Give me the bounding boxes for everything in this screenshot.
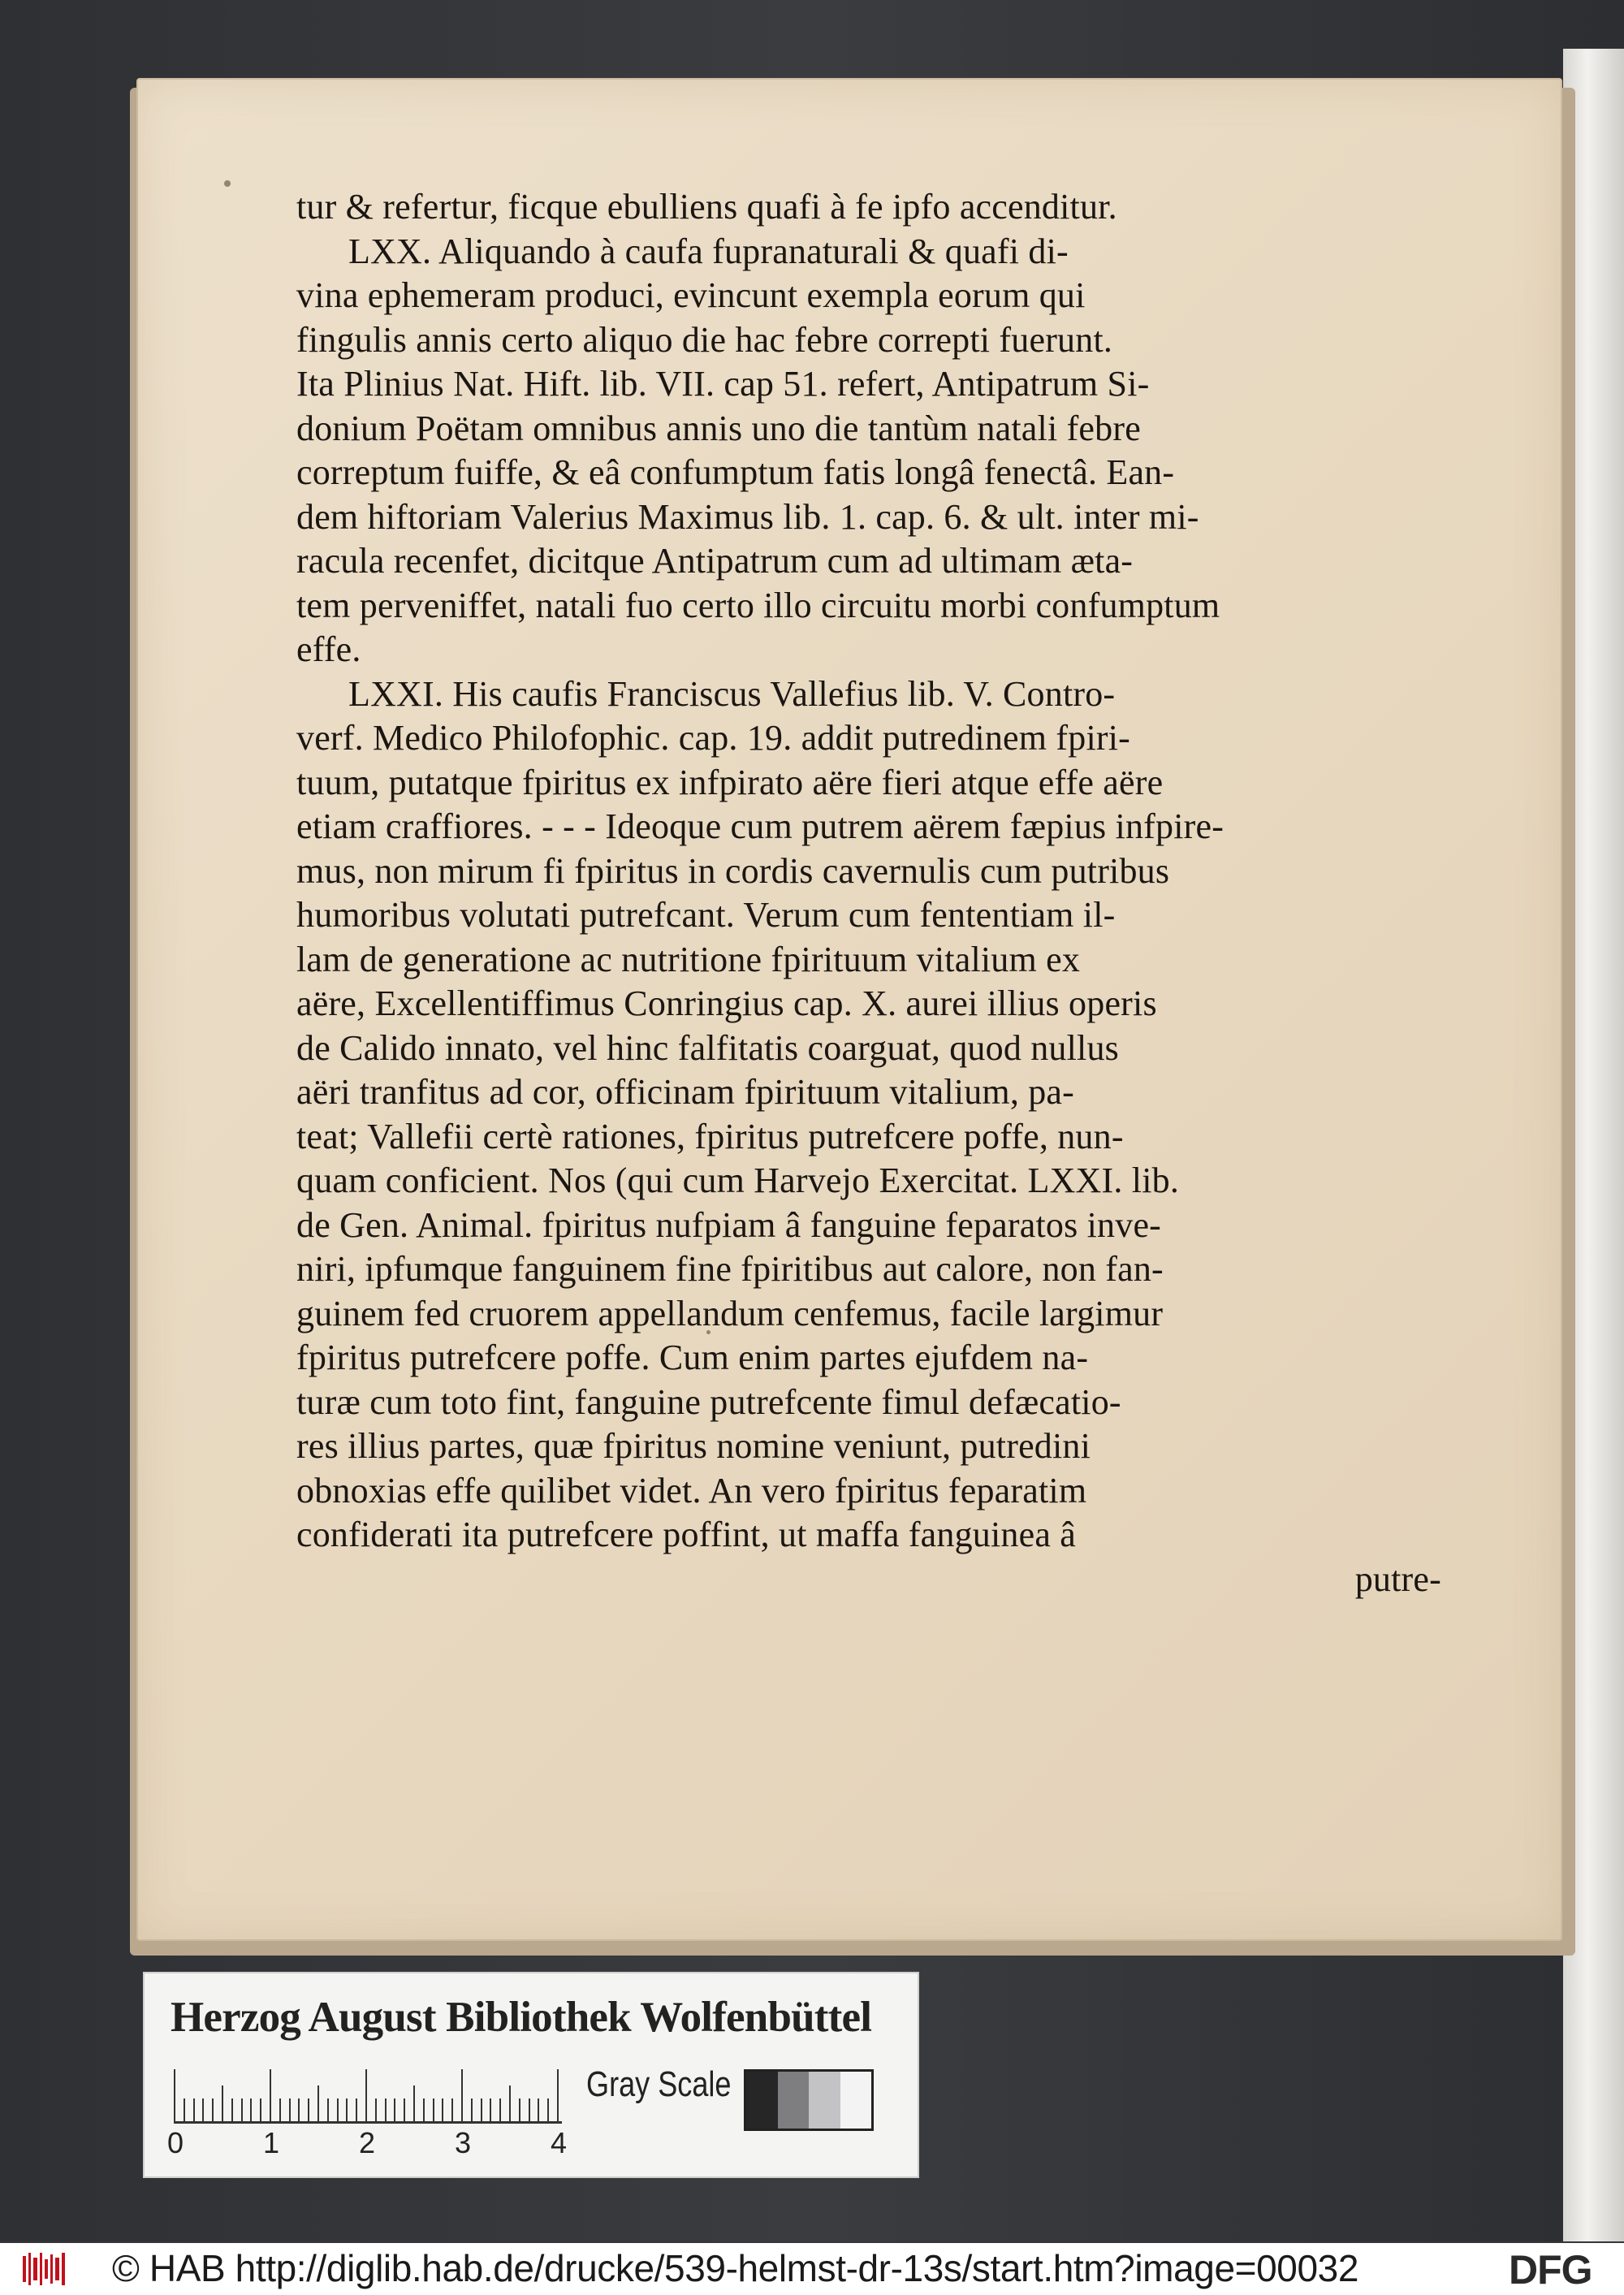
ruler-tick [404,2098,405,2121]
text-line: guinem fed cruorem appellandum cenfemus, facile largimur [296,1293,1164,1333]
ruler-label-2: 2 [359,2126,376,2159]
text-line: fpiritus putrefcere poffe. Cum enim partes ejufdem na- [296,1338,1089,1377]
ruler-tick [270,2069,271,2121]
ruler-tick [413,2085,415,2121]
page-text [296,185,1441,1601]
text-line: de Calido innato, vel hinc falfitatis coarguat, quod nullus [296,1027,1119,1068]
text-line: correptum fuiffe, & eâ confumptum fatis longâ fenectâ. Ean- [296,452,1175,492]
ruler-tick [356,2098,357,2121]
ruler-tick [490,2098,491,2121]
text-line: racula recenfet, dicitque Antipatrum cum ad ultimam æta- [296,541,1134,581]
library-name: Herzog August Bibliothek Wolfenbüttel [171,1994,872,2041]
ruler-tick [385,2098,387,2121]
text-line: tuum, putatque fpiritus ex infpirato aëre fieri atque effe aëre [296,762,1164,802]
text-line: tem perveniffet, natali fuo certo illo circuitu morbi confumptum [296,585,1220,625]
text-line: lam de generatione ac nutritione fpirituum vitalium ex [296,939,1081,979]
text-line: effe. [296,629,361,669]
ruler-baseline [174,2121,562,2124]
ruler-tick [308,2098,309,2121]
ruler-tick [481,2098,482,2121]
ruler-tick [184,2098,185,2121]
text-line: etiam craffiores. - - - Ideoque cum putrem aërem fæpius infpire- [296,806,1224,846]
text-line: dem hiftoriam Valerius Maximus lib. 1. cap. 6. & ult. inter mi- [296,496,1199,537]
text-line: tur & refertur, ficque ebulliens quafi à fe ipfo accenditur. [296,187,1117,227]
gray-scale-label: Gray Scale [586,2064,732,2104]
ruler-tick [231,2098,233,2121]
text-line: LXX. Aliquando à caufa fupranaturali & quafi di- [348,231,1069,271]
ruler-tick [298,2098,300,2121]
ruler-tick [279,2098,281,2121]
hab-barcode-icon [21,2251,68,2287]
ruler-label-1: 1 [263,2126,280,2159]
ruler-tick [538,2098,539,2121]
text-line: humoribus volutati putrefcant. Verum cum fententiam il- [296,895,1116,935]
ruler-tick [547,2098,549,2121]
ruler-label-3: 3 [455,2126,472,2159]
ruler-tick [451,2098,453,2121]
gray-swatch-black [746,2072,778,2129]
text-line: fingulis annis certo aliquo die hac febre correpti fuerunt. [296,319,1113,360]
gray-swatch-white [840,2072,872,2129]
text-line: res illius partes, quæ fpiritus nomine veniunt, putredini [296,1426,1091,1466]
ruler-tick [260,2098,261,2121]
ruler-tick [193,2098,195,2121]
text-line: teat; Vallefii certè rationes, fpiritus putrefcere poffe, nun- [296,1116,1124,1156]
ruler-tick [174,2069,175,2121]
dfg-logo: DFG [1509,2247,1592,2293]
ruler-tick [289,2098,291,2121]
gray-swatch-light [809,2072,840,2129]
ruler-tick [509,2085,511,2121]
ruler-tick [499,2098,501,2121]
citation-link[interactable]: © HAB http://diglib.hab.de/drucke/539-helmst-dr-13s/start.htm?image=00032 [112,2247,1359,2289]
ruler-tick [337,2098,339,2121]
text-line: aëre, Excellentiffimus Conringius cap. X. aurei illius operis [296,983,1157,1023]
ruler-tick [433,2098,434,2121]
text-line: mus, non mirum fi fpiritus in cordis cavernulis cum putribus [296,850,1170,891]
ruler-tick [202,2098,204,2121]
ruler-tick [519,2098,520,2121]
ruler-tick [394,2098,395,2121]
ruler-tick [557,2069,559,2121]
gray-swatch-dark [778,2072,810,2129]
ruler-label-0: 0 [167,2126,184,2159]
ruler-tick [375,2098,377,2121]
text-line: vina ephemeram produci, evincunt exempla eorum qui [296,275,1086,315]
text-line: niri, ipfumque fanguinem fine fpiritibus aut calore, non fan- [296,1249,1164,1289]
ruler-tick [327,2098,329,2121]
scale-ruler [174,2063,564,2136]
page-blemish [224,180,231,187]
ruler-tick [442,2098,443,2121]
ruler-tick [222,2085,223,2121]
ruler-label-4: 4 [551,2126,568,2159]
text-line: donium Poëtam omnibus annis uno die tantùm natali febre [296,408,1141,448]
gray-scale-swatches [744,2069,874,2131]
ruler-tick [241,2098,243,2121]
ruler-tick [529,2098,530,2121]
text-line: aëri tranfitus ad cor, officinam fpirituum vitalium, pa- [296,1072,1074,1112]
text-line: turæ cum toto fint, fanguine putrefcente fimul defæcatio- [296,1381,1121,1422]
ruler-tick [212,2098,214,2121]
text-line: verf. Medico Philofophic. cap. 19. addit putredinem fpiri- [296,718,1130,758]
ruler-tick [250,2098,252,2121]
ruler-tick [423,2098,425,2121]
viewer-footer [0,2243,1624,2295]
catchword: putre- [1354,1558,1441,1599]
ruler-tick [346,2098,348,2121]
text-line: LXXI. His caufis Franciscus Vallefius lib. V. Contro- [348,673,1116,714]
ruler-tick [461,2069,463,2121]
text-line: obnoxias effe quilibet videt. An vero fpiritus feparatim [296,1470,1087,1511]
ruler-tick [471,2098,473,2121]
text-line: Ita Plinius Nat. Hift. lib. VII. cap 51. refert, Antipatrum Si- [296,364,1150,404]
ruler-tick [365,2069,367,2121]
text-line: confiderati ita putrefcere poffint, ut maffa fanguinea â [296,1515,1077,1554]
text-line: quam conficient. Nos (qui cum Harvejo Exercitat. LXXI. lib. [296,1160,1180,1200]
color-target-card [143,1972,919,2178]
ruler-tick [317,2085,319,2121]
text-line: de Gen. Animal. fpiritus nufpiam â fanguine feparatos inve- [296,1204,1162,1245]
